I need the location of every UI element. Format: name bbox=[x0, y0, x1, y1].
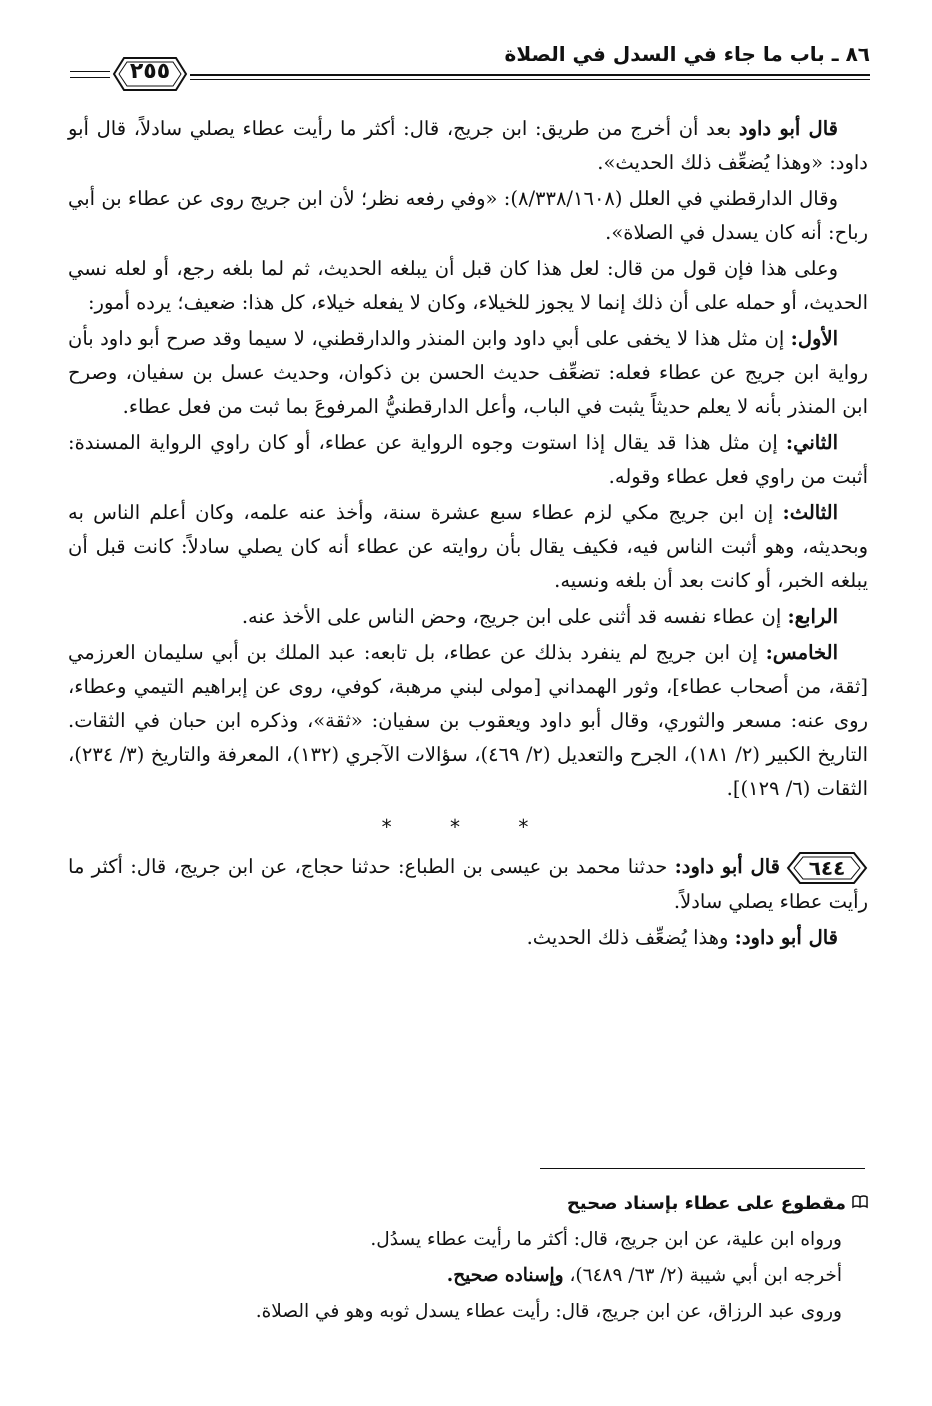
hadith-comment-text: وهذا يُضعِّف ذلك الحديث. bbox=[526, 925, 735, 949]
paragraph-lead: الرابع: bbox=[787, 605, 838, 628]
hadith-comment-lead: قال أبو داود: bbox=[734, 925, 838, 949]
hadith-paragraph bbox=[68, 850, 868, 919]
header-rule-left-top bbox=[70, 71, 110, 72]
hadith-lead: قال أبو داود: bbox=[674, 855, 780, 878]
header-rule-thick bbox=[190, 74, 870, 76]
paragraph-lead: الثاني: bbox=[785, 431, 838, 454]
page-number-badge bbox=[112, 54, 188, 94]
paragraph-second-point bbox=[68, 426, 868, 494]
footnote-line bbox=[68, 1258, 868, 1294]
paragraph-text: إن عطاء نفسه قد أثنى على ابن جريج، وحض الناس على الأخذ عنه. bbox=[241, 605, 788, 628]
hadith-number-badge bbox=[786, 851, 868, 885]
paragraph-daraqutni bbox=[68, 182, 868, 250]
footnote-heading bbox=[68, 1186, 868, 1222]
paragraph-first-point bbox=[68, 322, 868, 424]
paragraph-lead: الثالث: bbox=[782, 501, 838, 524]
footnote-line bbox=[68, 1222, 868, 1258]
paragraph-text: بعد أن أخرج من طريق: ابن جريج، قال: أكثر ما رأيت عطاء يصلي سادلاً، قال أبو داود: «وهذا يُضعِّف ذلك الحديث». bbox=[68, 117, 868, 174]
paragraph-text: إن مثل هذا لا يخفى على أبي داود وابن المنذر والدارقطني، لا سيما وقد صرح أبو داود بأن رواية ابن جريج عن عطاء فعله: تضعِّف حديث الحسن بن ذكوان، وحديث عسل بن سفيان، وصرح ابن المنذر بأنه لا يعلم حديثاً يثبت في الباب، وأعل الدارقطنيُّ المرفوعَ بما ثبت من فعل عطاء. bbox=[68, 327, 868, 418]
paragraph-text: وقال الدارقطني في العلل (٨/٣٣٨/١٦٠٨): «وفي رفعه نظر؛ لأن ابن جريج روى عن عطاء بن أبي رباح: أنه كان يسدل في الصلاة». bbox=[68, 187, 868, 244]
paragraph-third-point bbox=[68, 496, 868, 598]
main-text bbox=[68, 112, 868, 957]
paragraph-lead: الخامس: bbox=[765, 641, 838, 664]
section-separator-stars: * * * bbox=[381, 815, 555, 839]
hadith-comment bbox=[68, 921, 868, 955]
paragraph-text: إن ابن جريج لم ينفرد بذلك عن عطاء، بل تابعه: عبد الملك بن أبي سليمان العرزمي [ثقة، من أصحاب عطاء]، وثور الهمداني [مولى لبني مرهبة، كوفي، روى عن إبراهيم التيمي وعطاء، روى عنه: مسعر والثوري، وقال أبو داود ويعقوب بن سفيان: «ثقة»، وذكره ابن حبان في الثقات. التاريخ الكبير (٢/ ١٨١)، الجرح والتعديل (٢/ ٤٦٩)، سؤالات الآجري (١٣٢)، المعرفة والتاريخ (٣/ ٢٣٤)، الثقات (٦/ ١٢٩)]. bbox=[68, 641, 868, 800]
footnote-divider bbox=[540, 1168, 865, 1169]
footnote-grade: وإسناده صحيح. bbox=[446, 1265, 564, 1286]
paragraph-refutation-intro bbox=[68, 252, 868, 320]
paragraph-text: إن ابن جريج مكي لزم عطاء سبع عشرة سنة، وأخذ عنه علمه، وكان أعلم الناس به وبحديثه، وهو أثبت الناس فيه، فكيف يقال بأن روايته عن عطاء أنه كان يصلي سادلاً: كانت قبل أن يبلغه الخبر، أو كانت بعد أن بلغه ونسيه. bbox=[68, 501, 868, 592]
footnote-text: وروى عبد الرزاق، عن ابن جريج، قال: رأيت عطاء يسدل ثوبه وهو في الصلاة. bbox=[255, 1301, 842, 1322]
page-header bbox=[70, 40, 870, 100]
paragraph-fifth-point bbox=[68, 636, 868, 806]
page-number: ٢٥٥ bbox=[129, 59, 171, 84]
footnote-text: ورواه ابن علية، عن ابن جريج، قال: أكثر ما رأيت عطاء يسدُل. bbox=[370, 1229, 842, 1250]
hadith-number: ٦٤٤ bbox=[808, 855, 846, 880]
hadith-text: حدثنا محمد بن عيسى بن الطباع: حدثنا حجاج، عن ابن جريج، قال: أكثر ما رأيت عطاء يصلي سادلاً. bbox=[68, 855, 868, 913]
footnote-text: أخرجه ابن أبي شيبة (٢/ ٦٣/ ٦٤٨٩)، bbox=[563, 1265, 842, 1286]
header-rule-left-bottom bbox=[70, 77, 110, 78]
paragraph-fourth-point bbox=[68, 600, 868, 634]
footnote-heading-text: مقطوع على عطاء بإسناد صحيح bbox=[566, 1193, 846, 1214]
paragraph-text: إن مثل هذا قد يقال إذا استوت وجوه الرواية عن عطاء، أو كان راوي الرواية المسندة: أثبت من راوي فعل عطاء وقوله. bbox=[68, 431, 868, 488]
paragraph-abu-dawud-note bbox=[68, 112, 868, 180]
paragraph-lead: قال أبو داود bbox=[738, 117, 838, 140]
header-rule-thin bbox=[190, 79, 870, 80]
paragraph-text: وعلى هذا فإن قول من قال: لعل هذا كان قبل أن يبلغه الحديث، ثم لما بلغه رجع، أو لعله نسي الحديث، أو حمله على أن ذلك إنما لا يجوز للخيلاء، وكان لا يفعله خيلاء، كل هذا: ضعيف؛ يرده أمور: bbox=[68, 257, 868, 314]
chapter-title: ٨٦ ـ باب ما جاء في السدل في الصلاة bbox=[504, 42, 870, 66]
paragraph-lead: الأول: bbox=[790, 327, 838, 350]
book-icon bbox=[852, 1186, 868, 1222]
footnote-line bbox=[68, 1294, 868, 1330]
footnotes bbox=[68, 1186, 868, 1330]
